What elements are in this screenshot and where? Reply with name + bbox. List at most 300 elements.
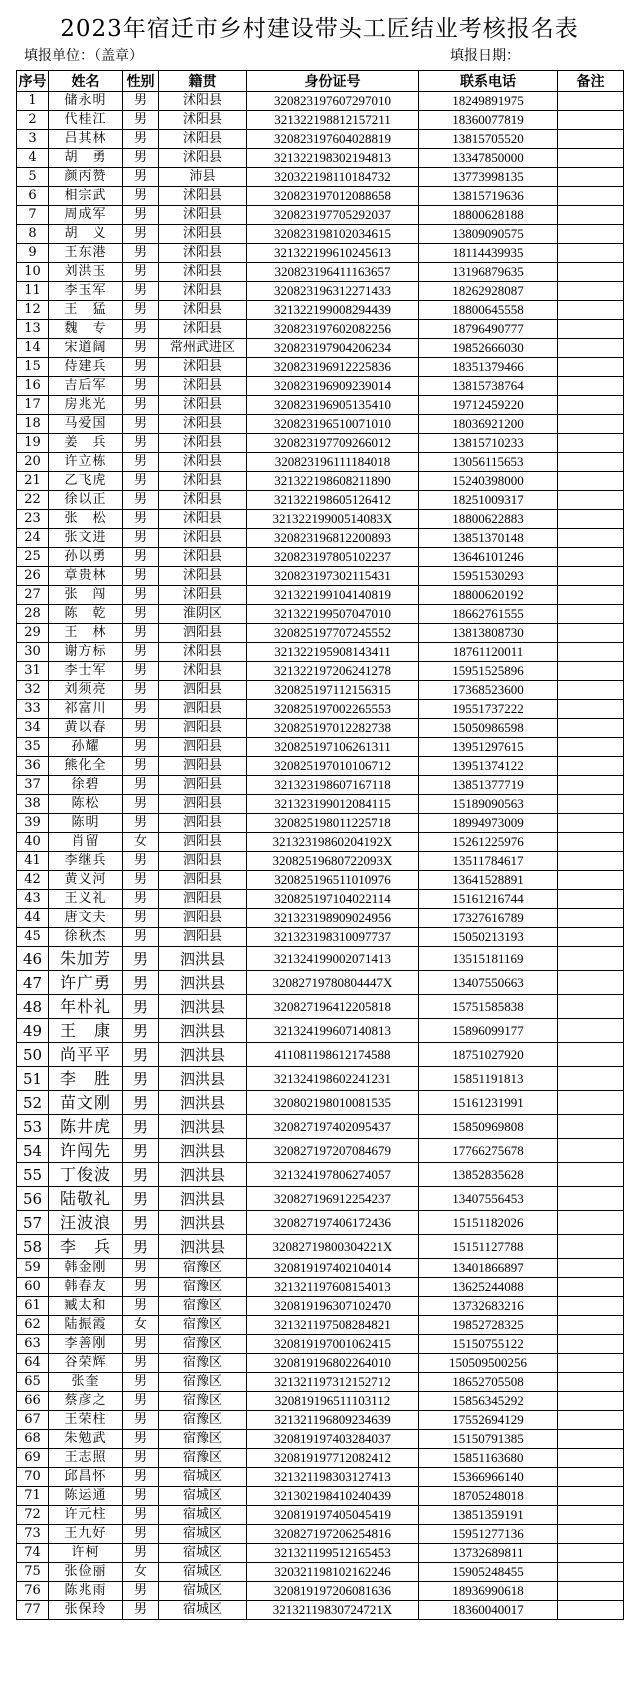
table-row <box>17 1354 624 1373</box>
row-gender: 男 <box>123 757 159 776</box>
row-remarks <box>558 1235 624 1259</box>
row-id-number: 320827197207084679 <box>247 1139 419 1163</box>
row-serial: 48 <box>17 995 49 1019</box>
row-phone: 17327616789 <box>419 909 558 928</box>
row-remarks <box>558 971 624 995</box>
row-id-number: 321324199002071413 <box>247 947 419 971</box>
row-name: 王 康 <box>49 1019 123 1043</box>
row-name: 马爱国 <box>49 415 123 434</box>
table-row <box>17 396 624 415</box>
row-gender: 男 <box>123 928 159 947</box>
row-id-number: 320823196812200893 <box>247 529 419 548</box>
row-gender: 男 <box>123 358 159 377</box>
row-hometown: 泗阳县 <box>159 700 247 719</box>
row-remarks <box>558 1373 624 1392</box>
row-name: 房兆光 <box>49 396 123 415</box>
table-row <box>17 510 624 529</box>
row-serial: 49 <box>17 1019 49 1043</box>
table-row <box>17 1067 624 1091</box>
row-name: 姜 兵 <box>49 434 123 453</box>
row-remarks <box>558 225 624 244</box>
row-phone: 15751585838 <box>419 995 558 1019</box>
row-phone: 13732689811 <box>419 1544 558 1563</box>
row-hometown: 泗阳县 <box>159 814 247 833</box>
row-hometown: 泗洪县 <box>159 971 247 995</box>
row-id-number: 320823196411163657 <box>247 263 419 282</box>
row-serial: 14 <box>17 339 49 358</box>
row-phone: 13951374122 <box>419 757 558 776</box>
row-id-number: 320819197206081636 <box>247 1582 419 1601</box>
row-gender: 男 <box>123 1235 159 1259</box>
row-remarks <box>558 1139 624 1163</box>
row-hometown: 宿城区 <box>159 1601 247 1620</box>
row-remarks <box>558 1430 624 1449</box>
row-name: 徐碧 <box>49 776 123 795</box>
row-gender: 男 <box>123 1449 159 1468</box>
row-gender: 男 <box>123 320 159 339</box>
row-remarks <box>558 624 624 643</box>
row-remarks <box>558 187 624 206</box>
row-gender: 男 <box>123 700 159 719</box>
table-row <box>17 1278 624 1297</box>
row-name: 汪波浪 <box>49 1211 123 1235</box>
row-hometown: 泗洪县 <box>159 1043 247 1067</box>
row-serial: 52 <box>17 1091 49 1115</box>
table-row <box>17 1211 624 1235</box>
row-phone: 13951297615 <box>419 738 558 757</box>
table-row <box>17 928 624 947</box>
row-name: 张俭丽 <box>49 1563 123 1582</box>
row-phone: 15951530293 <box>419 567 558 586</box>
row-remarks <box>558 434 624 453</box>
table-row <box>17 567 624 586</box>
row-id-number: 32082719780804447X <box>247 971 419 995</box>
row-name: 储永明 <box>49 92 123 111</box>
row-name: 朱加芳 <box>49 947 123 971</box>
row-gender: 男 <box>123 871 159 890</box>
row-serial: 66 <box>17 1392 49 1411</box>
row-remarks <box>558 795 624 814</box>
row-gender: 男 <box>123 1582 159 1601</box>
row-hometown: 宿豫区 <box>159 1430 247 1449</box>
row-remarks <box>558 814 624 833</box>
table-row <box>17 1043 624 1067</box>
row-serial: 35 <box>17 738 49 757</box>
row-hometown: 泗阳县 <box>159 776 247 795</box>
row-id-number: 321324198602241231 <box>247 1067 419 1091</box>
row-gender: 男 <box>123 168 159 187</box>
row-name: 胡 义 <box>49 225 123 244</box>
row-name: 吉后军 <box>49 377 123 396</box>
row-hometown: 宿豫区 <box>159 1278 247 1297</box>
row-id-number: 320827197406172436 <box>247 1211 419 1235</box>
row-serial: 43 <box>17 890 49 909</box>
row-name: 李 兵 <box>49 1235 123 1259</box>
row-gender: 男 <box>123 491 159 510</box>
row-remarks <box>558 491 624 510</box>
row-hometown: 宿豫区 <box>159 1354 247 1373</box>
row-remarks <box>558 662 624 681</box>
row-remarks <box>558 548 624 567</box>
row-serial: 70 <box>17 1468 49 1487</box>
row-phone: 15850969808 <box>419 1115 558 1139</box>
row-serial: 17 <box>17 396 49 415</box>
row-hometown: 宿城区 <box>159 1563 247 1582</box>
row-phone: 18800645558 <box>419 301 558 320</box>
row-gender: 男 <box>123 206 159 225</box>
row-serial: 45 <box>17 928 49 947</box>
row-serial: 53 <box>17 1115 49 1139</box>
row-id-number: 321321196809234639 <box>247 1411 419 1430</box>
row-remarks <box>558 1525 624 1544</box>
row-id-number: 320823196111184018 <box>247 453 419 472</box>
row-name: 陈运通 <box>49 1487 123 1506</box>
row-hometown: 泗洪县 <box>159 1139 247 1163</box>
header-phone: 联系电话 <box>419 71 558 92</box>
row-gender: 男 <box>123 1187 159 1211</box>
row-name: 张奎 <box>49 1373 123 1392</box>
row-hometown: 宿豫区 <box>159 1411 247 1430</box>
table-row <box>17 149 624 168</box>
row-name: 谷荣辉 <box>49 1354 123 1373</box>
row-gender: 男 <box>123 1525 159 1544</box>
row-phone: 15856345292 <box>419 1392 558 1411</box>
row-remarks <box>558 1544 624 1563</box>
row-id-number: 320321198102162246 <box>247 1563 419 1582</box>
row-hometown: 沭阳县 <box>159 130 247 149</box>
row-gender: 男 <box>123 1487 159 1506</box>
table-row <box>17 947 624 971</box>
row-hometown: 沭阳县 <box>159 301 247 320</box>
table-row <box>17 1392 624 1411</box>
row-name: 李 胜 <box>49 1067 123 1091</box>
row-serial: 44 <box>17 909 49 928</box>
row-remarks <box>558 92 624 111</box>
row-remarks <box>558 700 624 719</box>
row-serial: 22 <box>17 491 49 510</box>
row-name: 朱勉武 <box>49 1430 123 1449</box>
row-phone: 13813808730 <box>419 624 558 643</box>
row-id-number: 320825197012282738 <box>247 719 419 738</box>
row-name: 相宗武 <box>49 187 123 206</box>
table-row <box>17 1601 624 1620</box>
row-remarks <box>558 206 624 225</box>
table-row <box>17 453 624 472</box>
row-id-number: 320825197010106712 <box>247 757 419 776</box>
row-hometown: 沭阳县 <box>159 225 247 244</box>
row-remarks <box>558 738 624 757</box>
row-hometown: 宿城区 <box>159 1468 247 1487</box>
row-gender: 男 <box>123 1601 159 1620</box>
table-row <box>17 1487 624 1506</box>
row-id-number: 320819197405045419 <box>247 1506 419 1525</box>
row-name: 周成军 <box>49 206 123 225</box>
row-hometown: 泗阳县 <box>159 624 247 643</box>
row-serial: 47 <box>17 971 49 995</box>
row-remarks <box>558 1297 624 1316</box>
row-remarks <box>558 1019 624 1043</box>
table-row <box>17 263 624 282</box>
row-name: 蔡彦之 <box>49 1392 123 1411</box>
row-hometown: 沭阳县 <box>159 453 247 472</box>
row-serial: 18 <box>17 415 49 434</box>
row-name: 许元柱 <box>49 1506 123 1525</box>
row-phone: 13851377719 <box>419 776 558 795</box>
row-hometown: 沭阳县 <box>159 662 247 681</box>
row-name: 吕其林 <box>49 130 123 149</box>
table-row <box>17 833 624 852</box>
row-serial: 32 <box>17 681 49 700</box>
row-phone: 18360040017 <box>419 1601 558 1620</box>
row-phone: 18936990618 <box>419 1582 558 1601</box>
row-hometown: 沭阳县 <box>159 529 247 548</box>
row-serial: 51 <box>17 1067 49 1091</box>
row-hometown: 泗洪县 <box>159 1163 247 1187</box>
row-id-number: 32082719800304221X <box>247 1235 419 1259</box>
row-serial: 62 <box>17 1316 49 1335</box>
row-remarks <box>558 396 624 415</box>
row-serial: 77 <box>17 1601 49 1620</box>
row-id-number: 320825197002265553 <box>247 700 419 719</box>
row-remarks <box>558 339 624 358</box>
row-id-number: 320823196905135410 <box>247 396 419 415</box>
row-serial: 76 <box>17 1582 49 1601</box>
row-name: 张 松 <box>49 510 123 529</box>
row-gender: 男 <box>123 149 159 168</box>
row-id-number: 320823197805102237 <box>247 548 419 567</box>
row-phone: 15896099177 <box>419 1019 558 1043</box>
table-row <box>17 1563 624 1582</box>
row-hometown: 泗洪县 <box>159 1115 247 1139</box>
row-id-number: 320819197001062415 <box>247 1335 419 1354</box>
row-hometown: 宿城区 <box>159 1506 247 1525</box>
table-row <box>17 1525 624 1544</box>
row-name: 黄义河 <box>49 871 123 890</box>
row-phone: 13851359191 <box>419 1506 558 1525</box>
table-row <box>17 776 624 795</box>
row-phone: 13851370148 <box>419 529 558 548</box>
row-hometown: 泗阳县 <box>159 852 247 871</box>
row-phone: 15161231991 <box>419 1091 558 1115</box>
table-body <box>17 92 624 1620</box>
row-remarks <box>558 1487 624 1506</box>
table-row <box>17 187 624 206</box>
row-hometown: 泗阳县 <box>159 795 247 814</box>
row-serial: 13 <box>17 320 49 339</box>
row-name: 徐以正 <box>49 491 123 510</box>
row-gender: 女 <box>123 1316 159 1335</box>
row-gender: 男 <box>123 852 159 871</box>
row-name: 李士军 <box>49 662 123 681</box>
row-remarks <box>558 1259 624 1278</box>
row-gender: 男 <box>123 624 159 643</box>
row-gender: 男 <box>123 586 159 605</box>
row-hometown: 沭阳县 <box>159 548 247 567</box>
row-hometown: 宿城区 <box>159 1525 247 1544</box>
row-name: 侍建兵 <box>49 358 123 377</box>
row-remarks <box>558 1468 624 1487</box>
table-row <box>17 529 624 548</box>
row-id-number: 320823197709266012 <box>247 434 419 453</box>
row-hometown: 沭阳县 <box>159 491 247 510</box>
row-hometown: 常州武进区 <box>159 339 247 358</box>
table-row <box>17 1506 624 1525</box>
row-phone: 18652705508 <box>419 1373 558 1392</box>
row-remarks <box>558 852 624 871</box>
row-remarks <box>558 415 624 434</box>
row-id-number: 320823196912225836 <box>247 358 419 377</box>
row-id-number: 320823198102034615 <box>247 225 419 244</box>
row-name: 代桂江 <box>49 111 123 130</box>
row-remarks <box>558 1187 624 1211</box>
registration-table <box>16 70 624 1620</box>
table-row <box>17 377 624 396</box>
table-row <box>17 434 624 453</box>
row-remarks <box>558 643 624 662</box>
header-gender: 性别 <box>123 71 159 92</box>
row-gender: 男 <box>123 301 159 320</box>
table-row <box>17 472 624 491</box>
row-hometown: 沭阳县 <box>159 358 247 377</box>
row-id-number: 321324197806274057 <box>247 1163 419 1187</box>
row-hometown: 沭阳县 <box>159 510 247 529</box>
table-row <box>17 681 624 700</box>
row-phone: 13815719636 <box>419 187 558 206</box>
row-phone: 15150755122 <box>419 1335 558 1354</box>
row-phone: 13852835628 <box>419 1163 558 1187</box>
row-remarks <box>558 244 624 263</box>
row-hometown: 宿豫区 <box>159 1449 247 1468</box>
row-serial: 67 <box>17 1411 49 1430</box>
table-row <box>17 415 624 434</box>
row-id-number: 32082519680722093X <box>247 852 419 871</box>
row-name: 陈松 <box>49 795 123 814</box>
row-id-number: 320823197705292037 <box>247 206 419 225</box>
row-remarks <box>558 586 624 605</box>
table-row <box>17 662 624 681</box>
row-hometown: 泗阳县 <box>159 719 247 738</box>
row-phone: 15951525896 <box>419 662 558 681</box>
row-hometown: 宿城区 <box>159 1582 247 1601</box>
table-row <box>17 168 624 187</box>
row-serial: 20 <box>17 453 49 472</box>
row-hometown: 宿豫区 <box>159 1316 247 1335</box>
row-id-number: 321321198303127413 <box>247 1468 419 1487</box>
row-name: 韩金刚 <box>49 1259 123 1278</box>
row-id-number: 321302198410240439 <box>247 1487 419 1506</box>
row-id-number: 320827197206254816 <box>247 1525 419 1544</box>
row-serial: 60 <box>17 1278 49 1297</box>
row-name: 许立栋 <box>49 453 123 472</box>
row-remarks <box>558 1601 624 1620</box>
row-gender: 男 <box>123 995 159 1019</box>
row-name: 臧太和 <box>49 1297 123 1316</box>
row-hometown: 沭阳县 <box>159 149 247 168</box>
table-row <box>17 92 624 111</box>
row-phone: 13511784617 <box>419 852 558 871</box>
row-phone: 15150791385 <box>419 1430 558 1449</box>
row-name: 宋道阔 <box>49 339 123 358</box>
table-row <box>17 301 624 320</box>
row-gender: 男 <box>123 1091 159 1115</box>
row-serial: 30 <box>17 643 49 662</box>
row-remarks <box>558 1354 624 1373</box>
row-serial: 42 <box>17 871 49 890</box>
row-id-number: 321322197206241278 <box>247 662 419 681</box>
row-remarks <box>558 776 624 795</box>
row-hometown: 泗洪县 <box>159 1187 247 1211</box>
table-row <box>17 1430 624 1449</box>
row-serial: 15 <box>17 358 49 377</box>
row-id-number: 320825197104022114 <box>247 890 419 909</box>
row-remarks <box>558 928 624 947</box>
row-id-number: 320322198110184732 <box>247 168 419 187</box>
row-name: 韩春友 <box>49 1278 123 1297</box>
row-phone: 15851191813 <box>419 1067 558 1091</box>
row-gender: 女 <box>123 833 159 852</box>
row-name: 王义礼 <box>49 890 123 909</box>
row-gender: 男 <box>123 890 159 909</box>
row-gender: 男 <box>123 1043 159 1067</box>
row-remarks <box>558 1067 624 1091</box>
row-gender: 男 <box>123 130 159 149</box>
row-name: 乙飞虎 <box>49 472 123 491</box>
row-serial: 68 <box>17 1430 49 1449</box>
table-row <box>17 909 624 928</box>
row-remarks <box>558 1043 624 1067</box>
row-gender: 男 <box>123 225 159 244</box>
row-name: 唐文夫 <box>49 909 123 928</box>
table-row <box>17 605 624 624</box>
row-remarks <box>558 605 624 624</box>
row-phone: 13641528891 <box>419 871 558 890</box>
row-id-number: 321323198607167118 <box>247 776 419 795</box>
row-name: 谢方标 <box>49 643 123 662</box>
row-serial: 31 <box>17 662 49 681</box>
row-gender: 男 <box>123 1373 159 1392</box>
table-row <box>17 1582 624 1601</box>
row-id-number: 321322198302194813 <box>247 149 419 168</box>
row-id-number: 321322198812157211 <box>247 111 419 130</box>
row-gender: 男 <box>123 776 159 795</box>
row-hometown: 宿豫区 <box>159 1259 247 1278</box>
row-phone: 13407556453 <box>419 1187 558 1211</box>
row-remarks <box>558 1582 624 1601</box>
row-name: 陈 乾 <box>49 605 123 624</box>
row-serial: 21 <box>17 472 49 491</box>
row-id-number: 320827197402095437 <box>247 1115 419 1139</box>
row-hometown: 宿城区 <box>159 1487 247 1506</box>
row-id-number: 321322199610245613 <box>247 244 419 263</box>
row-hometown: 宿豫区 <box>159 1392 247 1411</box>
row-name: 许闯先 <box>49 1139 123 1163</box>
row-name: 刘洪玉 <box>49 263 123 282</box>
row-remarks <box>558 1335 624 1354</box>
row-gender: 男 <box>123 1411 159 1430</box>
row-gender: 男 <box>123 1163 159 1187</box>
row-id-number: 321322195908143411 <box>247 643 419 662</box>
row-gender: 男 <box>123 795 159 814</box>
row-serial: 19 <box>17 434 49 453</box>
table-row <box>17 624 624 643</box>
table-row <box>17 700 624 719</box>
table-row <box>17 225 624 244</box>
row-phone: 18800620192 <box>419 586 558 605</box>
row-phone: 18036921200 <box>419 415 558 434</box>
row-remarks <box>558 947 624 971</box>
row-gender: 男 <box>123 244 159 263</box>
row-phone: 13809090575 <box>419 225 558 244</box>
